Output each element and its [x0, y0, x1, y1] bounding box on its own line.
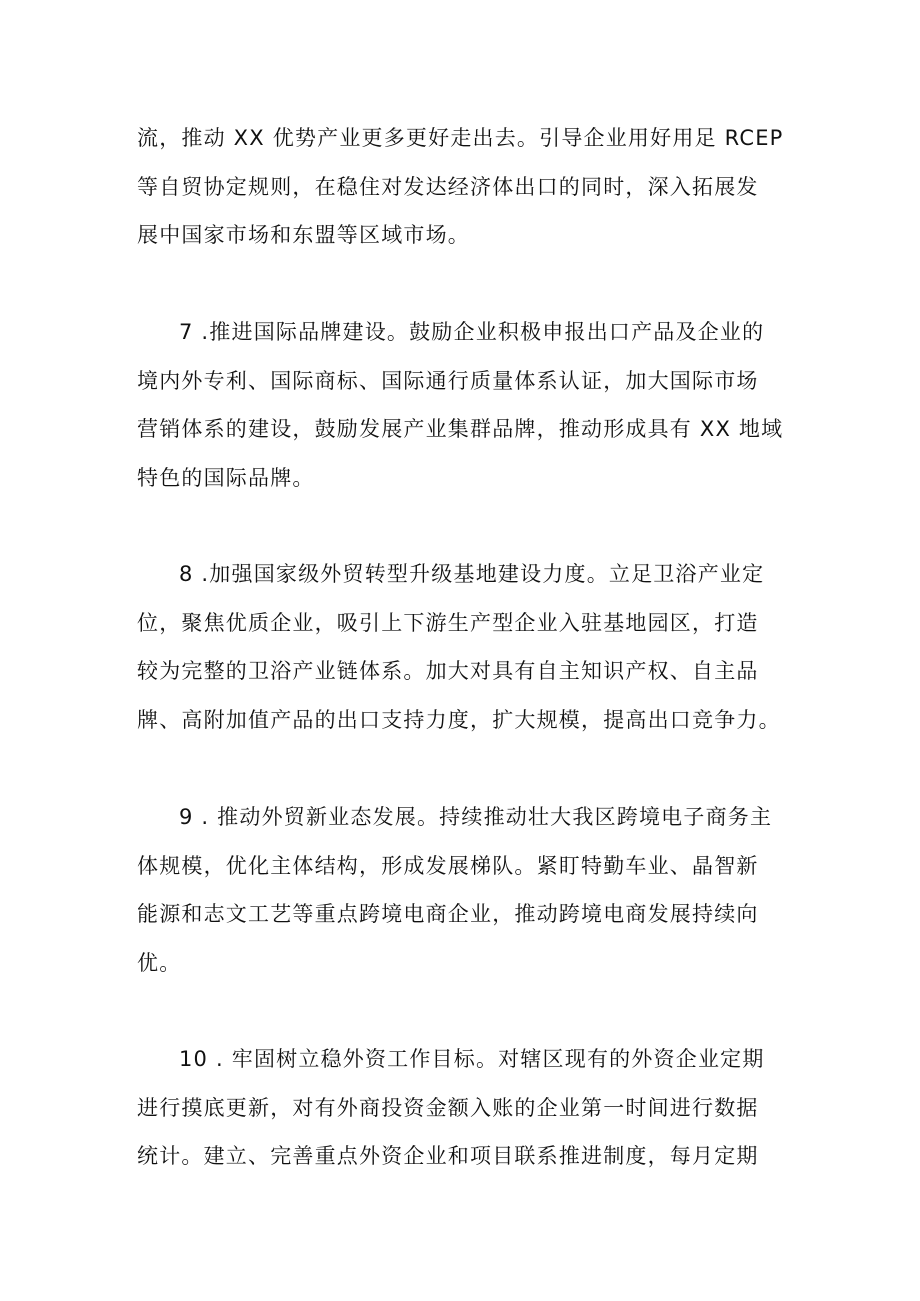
paragraph-item-8 [137, 550, 797, 744]
text-line: 较为完整的卫浴产业链体系。加大对具有自主知识产权、自主品 [137, 659, 759, 683]
text-line: 特色的国际品牌。 [137, 465, 315, 490]
text-line: 展中国家市场和东盟等区域市场。 [137, 223, 470, 247]
text-line: 体规模，优化主体结构，形成发展梯队。紧盯特勤车业、晶智新 [137, 853, 759, 878]
text-line: 境内外专利、国际商标、国际通行质量体系认证，加大国际市场 [137, 368, 759, 393]
paragraph-continuation [137, 114, 797, 260]
text-line: 牌、高附加值产品的出口支持力度，扩大规模，提高出口竞争力。 [137, 707, 781, 732]
text-line: 统计。建立、完善重点外资企业和项目联系推进制度，每月定期 [137, 1144, 759, 1168]
paragraph-item-9 [137, 793, 797, 987]
text-line: 流，推动 XX 优势产业更多更好走出去。引导企业用好用足 RCEP [137, 126, 784, 150]
text-line: 7 .推进国际品牌建设。鼓励企业积极申报出口产品及企业的 [179, 320, 765, 344]
text-line: 能源和志文工艺等重点跨境电商企业，推动跨境电商发展持续向 [137, 902, 759, 926]
text-line: 8 .加强国家级外贸转型升级基地建设力度。立足卫浴产业定 [179, 562, 765, 586]
text-line: 营销体系的建设，鼓励发展产业集群品牌，推动形成具有 XX 地域 [137, 417, 784, 441]
paragraph-item-10 [137, 1035, 797, 1181]
text-line: 9 . 推动外贸新业态发展。持续推动壮大我区跨境电子商务主 [179, 805, 773, 829]
text-line: 进行摸底更新，对有外商投资金额入账的企业第一时间进行数据 [137, 1095, 759, 1120]
text-line: 优。 [137, 950, 182, 975]
text-line: 等自贸协定规则，在稳住对发达经济体出口的同时，深入拓展发 [137, 174, 759, 199]
text-line: 10 . 牢固树立稳外资工作目标。对辖区现有的外资企业定期 [179, 1047, 765, 1071]
paragraph-item-7 [137, 308, 797, 502]
text-line: 位，聚焦优质企业，吸引上下游生产型企业入驻基地园区，打造 [137, 610, 759, 635]
